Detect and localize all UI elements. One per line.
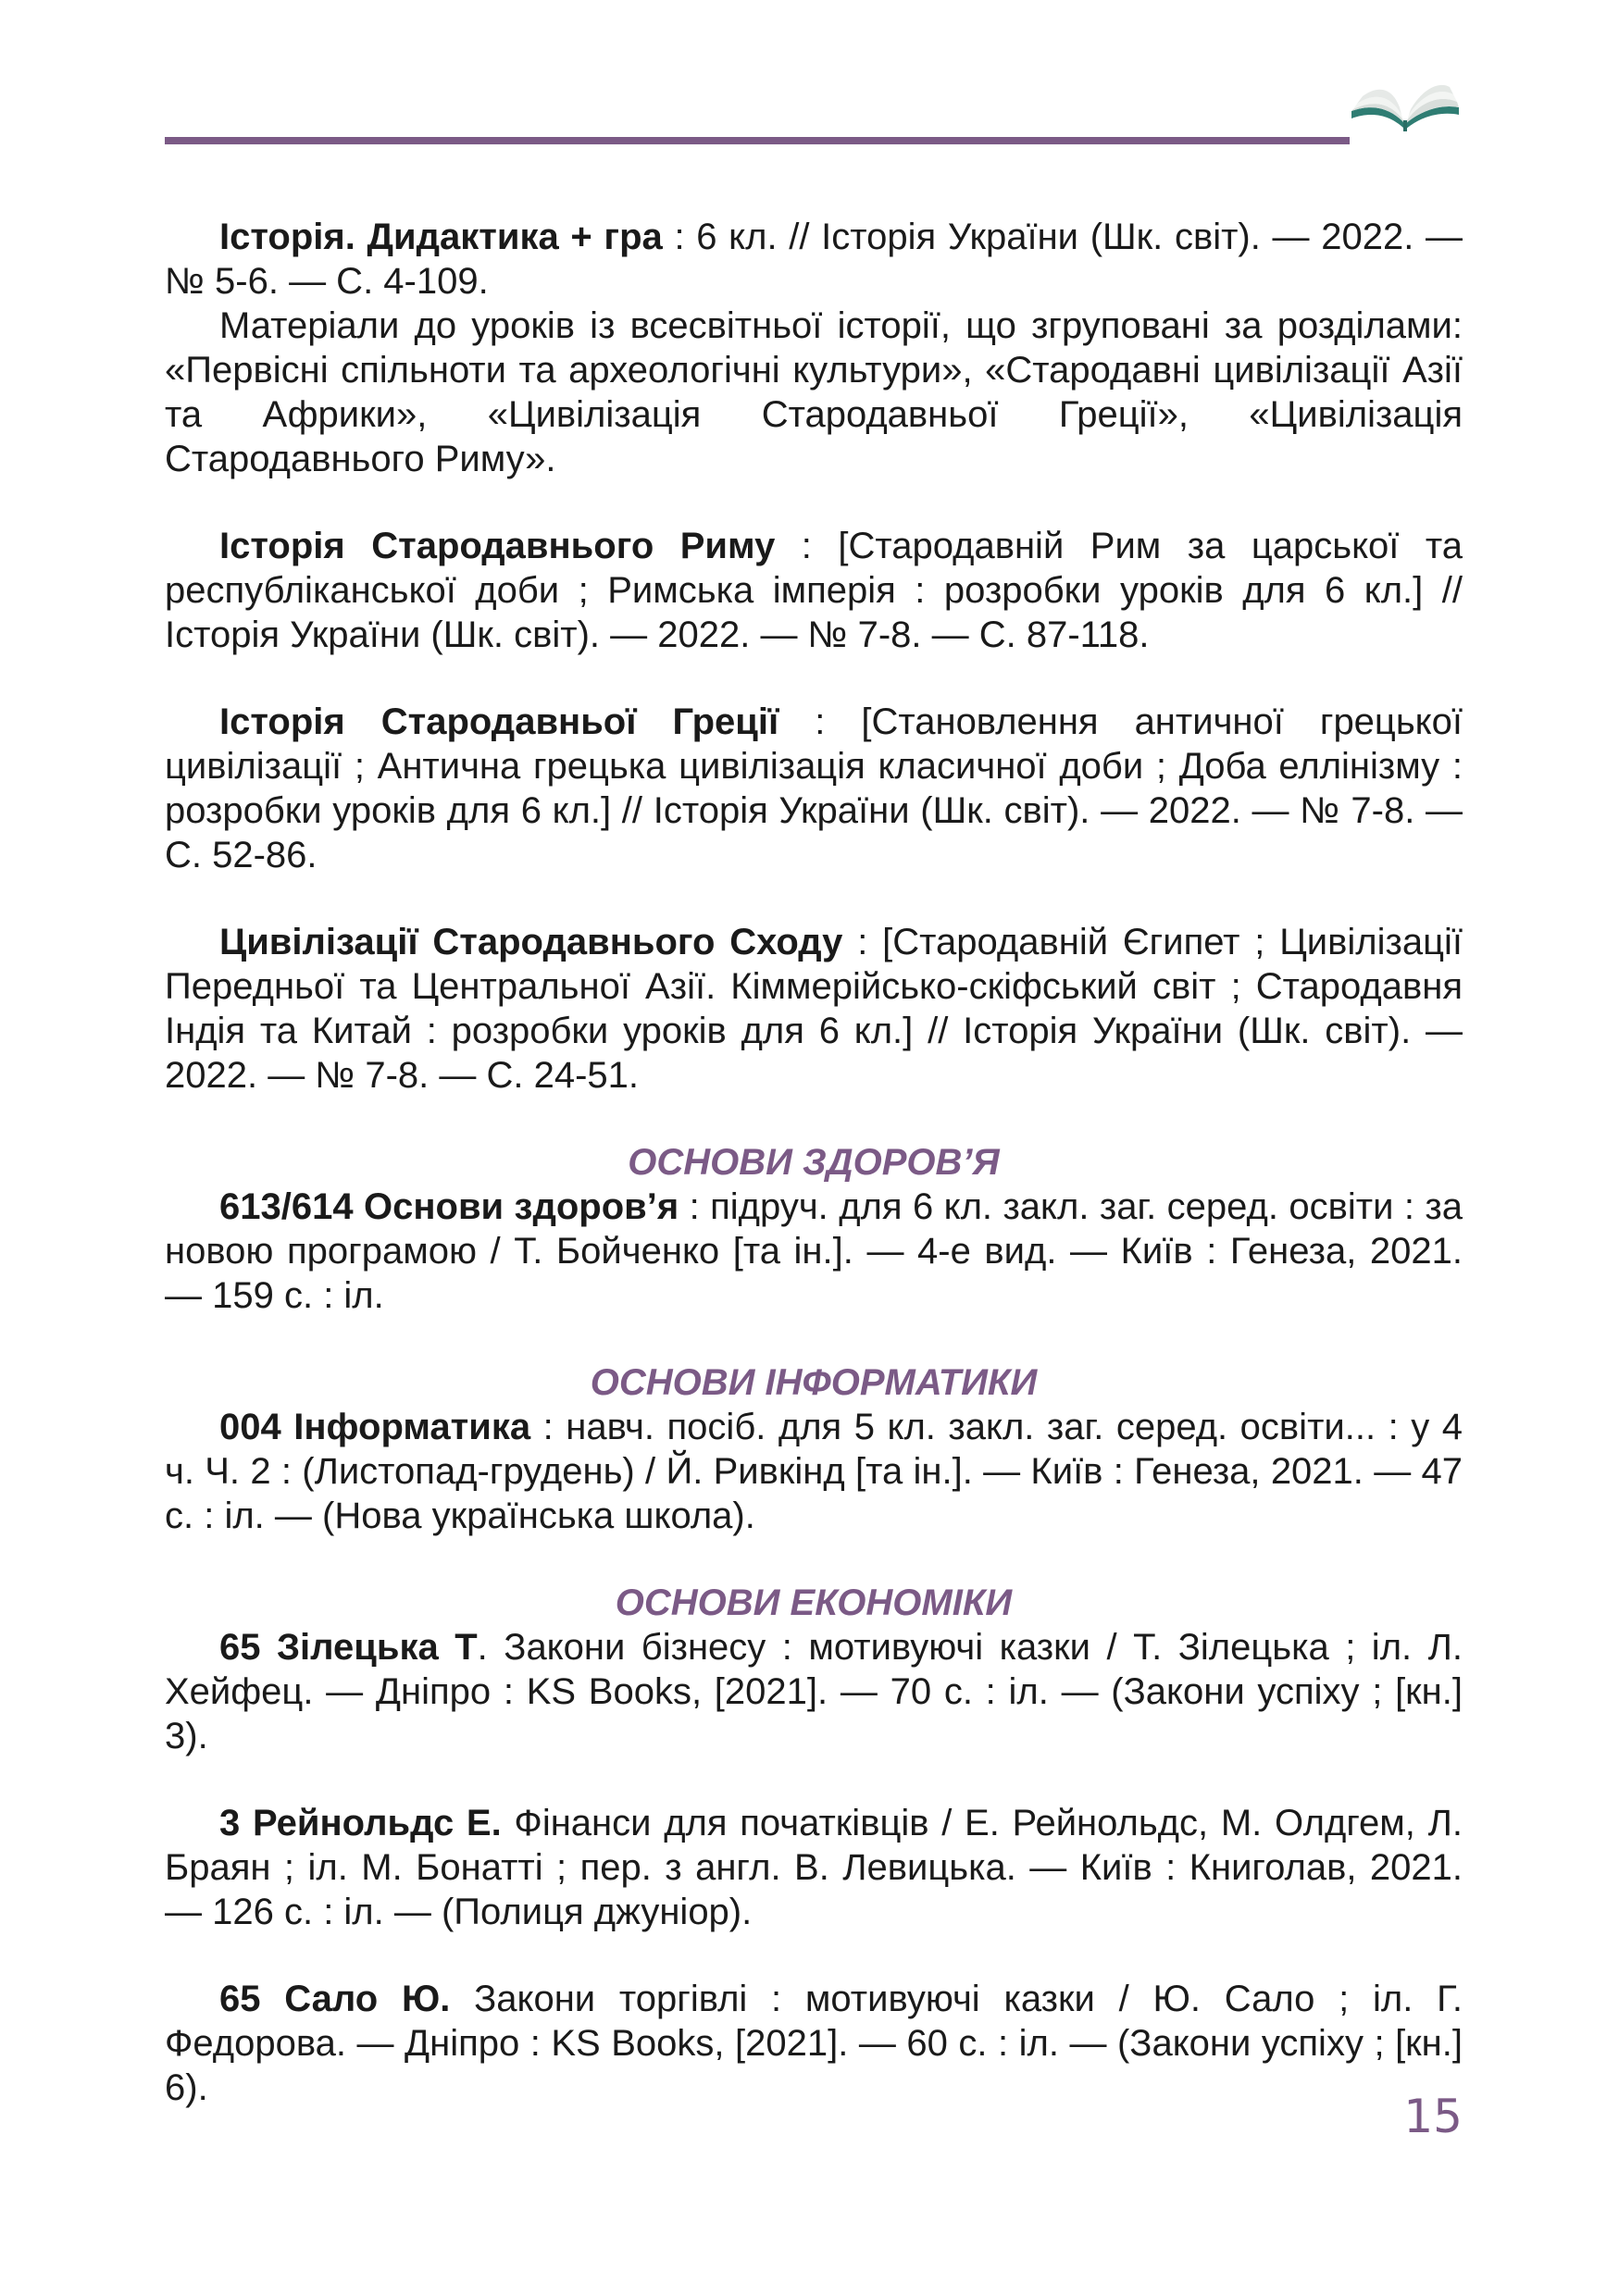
section-heading-informatics: ОСНОВИ ІНФОРМАТИКИ <box>590 1362 1038 1403</box>
entry-details: . Закони бізнесу : мотивуючі казки / Т. Зілецька ; іл. Л. Хейфец. — Дніпро : KS Books, [2021]. — 70 с. : іл. — (Закони успіху ; [кн.] 3). <box>165 1627 1463 1756</box>
entry-details: : [Стародавній Рим за царської та республіканської доби ; Римська імперія : розробки уроків для 6 кл.] // Історія України (Шк. світ). — 2022. — № 7-8. — С. 87-118. <box>165 526 1463 655</box>
bibliography-entry <box>165 1801 1463 1934</box>
section-heading-health: ОСНОВИ ЗДОРОВ’Я <box>628 1142 1000 1183</box>
entry-title: 613/614 Основи здоров’я <box>219 1186 679 1227</box>
bibliography-content <box>165 215 1463 2153</box>
entry-title: Історія Стародавньої Греції <box>219 701 779 742</box>
entry-details: Закони торгівлі : мотивуючі казки / Ю. Сало ; іл. Г. Федорова. — Дніпро : KS Books, [2021]. — 60 с. : іл. — (Закони успіху ; [кн.] 6). <box>165 1979 1463 2108</box>
entry-title: Цивілізації Стародавнього Сходу <box>219 922 843 962</box>
header-rule <box>165 137 1350 144</box>
bibliography-entry <box>165 215 1463 304</box>
entry-title: 004 Інформатика <box>219 1407 531 1447</box>
entry-title: Історія. Дидактика + гра <box>219 217 663 257</box>
bibliography-entry <box>165 1185 1463 1318</box>
section-heading-economics: ОСНОВИ ЕКОНОМІКИ <box>615 1582 1013 1623</box>
entry-title: Історія Стародавнього Риму <box>219 526 776 566</box>
entry-details: Фінанси для початківців / Е. Рейнольдс, М. Олдгем, Л. Браян ; іл. М. Бонатті ; пер. з англ. В. Левицька. — Київ : Книголав, 2021. — 126 с. : іл. — (Полиця джуніор). <box>165 1803 1463 1932</box>
entry-details: : 6 кл. // Історія України (Шк. світ). — 2022. — № 5-6. — С. 4-109. <box>165 217 1463 302</box>
bibliography-entry <box>165 700 1463 877</box>
entry-title: 65 Сало Ю. <box>219 1979 451 2019</box>
bibliography-entry <box>165 1405 1463 1538</box>
bibliography-entry <box>165 1977 1463 2110</box>
entry-title: 3 Рейнольдс Е. <box>219 1803 502 1843</box>
entry-details: : [Стародавній Єгипет ; Цивілізації Передньої та Центральної Азії. Кіммерійсько-скіфський світ ; Стародавня Індія та Китай : розробки уроків для 6 кл.] // Історія України (Шк. світ). — 2022. — № 7-8. — С. 24-51. <box>165 922 1463 1096</box>
bibliography-entry <box>165 920 1463 1098</box>
entry-details: : [Становлення античної грецької цивілізації ; Антична грецька цивілізація класичної доби ; Доба еллінізму : розробки уроків для 6 кл.] // Історія України (Шк. світ). — 2022. — № 7-8. — С. 52-86. <box>165 701 1463 875</box>
entry-annotation: Матеріали до уроків із всесвітньої історії, що згруповані за розділами: «Первісні спільноти та археологічні культури», «Стародавні цивілізації Азії та Африки», «Цивілізація Стародавньої Греції», «Цивілізація Стародавнього Риму». <box>165 305 1463 479</box>
page-number: 15 <box>1403 2090 1463 2143</box>
entry-details: : підруч. для 6 кл. закл. заг. серед. освіти : за новою програмою / Т. Бойченко [та ін.]. — 4-е вид. — Київ : Генеза, 2021. — 159 с. : іл. <box>165 1186 1463 1316</box>
open-book-icon <box>1344 76 1464 168</box>
bibliography-entry <box>165 1625 1463 1758</box>
bibliography-entry <box>165 524 1463 657</box>
entry-title: 65 Зілецька Т <box>219 1627 478 1668</box>
entry-details: : навч. посіб. для 5 кл. закл. заг. серед. освіти... : у 4 ч. Ч. 2 : (Листопад-грудень) / Й. Ривкінд [та ін.]. — Київ : Генеза, 2021. — 47 с. : іл. — (Нова українська школа). <box>165 1407 1463 1536</box>
